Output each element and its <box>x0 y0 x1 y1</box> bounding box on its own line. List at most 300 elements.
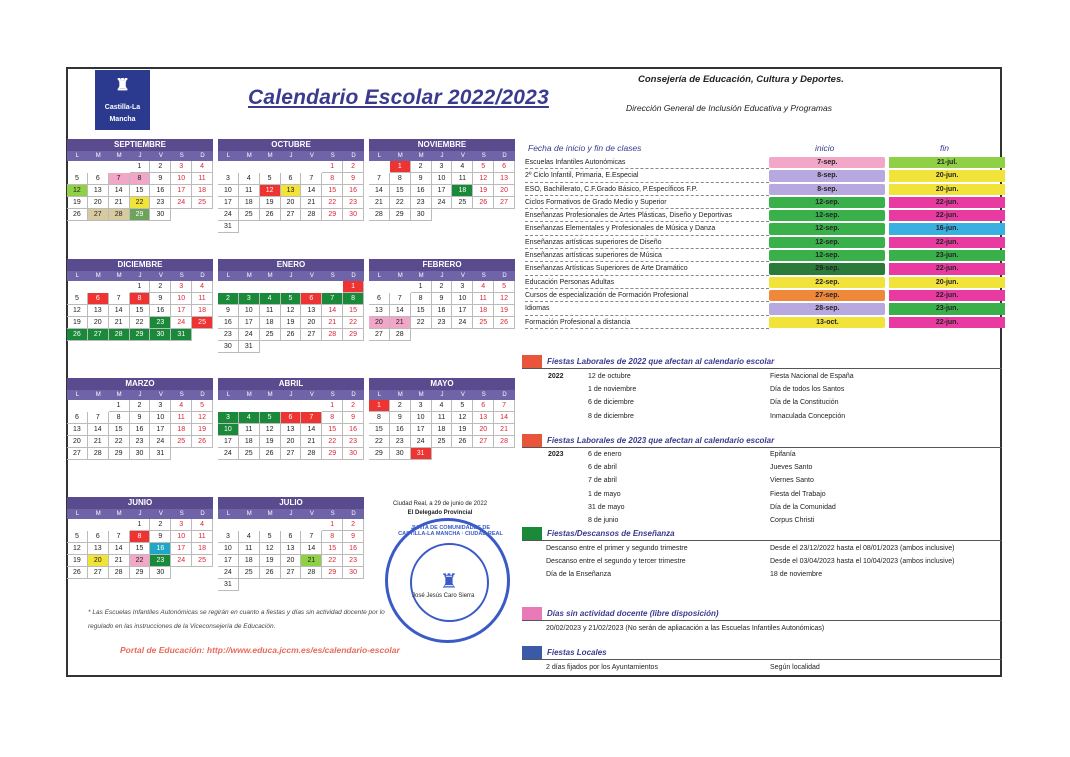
day-cell: 9 <box>150 173 171 185</box>
weekday-label: D <box>351 153 356 159</box>
day-cell: 17 <box>218 197 239 209</box>
day-cell: 17 <box>218 436 239 448</box>
course-name: Formación Profesional a distancia <box>525 316 769 329</box>
weekday-label: L <box>75 511 80 517</box>
course-start: 12-sep. <box>769 210 885 221</box>
day-cell: 21 <box>301 555 322 567</box>
day-cell: 5 <box>260 412 281 424</box>
empty-cell <box>109 281 130 293</box>
day-cell: 16 <box>150 305 171 317</box>
day-cell: 6 <box>473 400 494 412</box>
day-cell: 11 <box>239 424 260 436</box>
weekday-label: S <box>330 392 335 398</box>
empty-cell <box>260 281 281 293</box>
fiestas-2022-section <box>522 355 1002 369</box>
holiday-name: Epifanía <box>770 451 796 458</box>
weekday-label: M <box>267 273 273 279</box>
weekday-label: M <box>397 153 403 159</box>
day-cell: 19 <box>67 317 88 329</box>
weekday-label: D <box>200 273 205 279</box>
day-cell: 20 <box>473 424 494 436</box>
month-name: OCTUBRE <box>218 139 364 151</box>
course-row <box>525 196 1005 209</box>
course-row <box>525 183 1005 196</box>
day-cell: 1 <box>322 519 343 531</box>
day-cell: 25 <box>171 436 192 448</box>
day-cell: 7 <box>494 400 515 412</box>
day-cell: 10 <box>218 424 239 436</box>
course-start: 8-sep. <box>769 184 885 195</box>
day-cell: 23 <box>150 317 171 329</box>
course-row <box>525 209 1005 222</box>
day-cell: 22 <box>369 436 390 448</box>
day-cell: 11 <box>192 531 213 543</box>
day-cell: 15 <box>109 424 130 436</box>
day-cell: 13 <box>88 305 109 317</box>
month-name: NOVIEMBRE <box>369 139 515 151</box>
day-cell: 25 <box>239 448 260 460</box>
weekday-label: M <box>116 392 122 398</box>
day-cell: 27 <box>67 448 88 460</box>
day-cell: 17 <box>171 305 192 317</box>
month-marzo <box>67 378 213 460</box>
day-cell: 4 <box>239 531 260 543</box>
course-end: 20-jun. <box>889 170 1005 181</box>
day-cell: 5 <box>260 173 281 185</box>
course-start: 12-sep. <box>769 237 885 248</box>
empty-cell <box>301 400 322 412</box>
day-cell: 14 <box>301 543 322 555</box>
course-row <box>525 316 1005 329</box>
day-cell: 5 <box>192 400 213 412</box>
day-cell: 27 <box>88 329 109 341</box>
empty-cell <box>218 400 239 412</box>
day-cell: 24 <box>218 448 239 460</box>
course-start: 13-oct. <box>769 317 885 328</box>
day-cell: 17 <box>452 305 473 317</box>
day-cell: 30 <box>218 341 239 353</box>
day-cell: 29 <box>343 329 364 341</box>
weekday-label: D <box>502 153 507 159</box>
holiday-date: 7 de abril <box>588 477 617 485</box>
day-cell: 17 <box>150 424 171 436</box>
day-cell: 17 <box>239 317 260 329</box>
empty-cell <box>260 161 281 173</box>
day-cell: 6 <box>281 531 302 543</box>
holiday-date: 8 de diciembre <box>588 412 634 420</box>
holiday-date: 6 de diciembre <box>588 399 634 407</box>
day-cell: 3 <box>171 519 192 531</box>
month-name: MARZO <box>67 378 213 390</box>
day-cell: 29 <box>130 567 151 579</box>
day-cell: 3 <box>150 400 171 412</box>
weekday-label: M <box>95 511 101 517</box>
day-cell: 31 <box>150 448 171 460</box>
course-name: Escuelas Infantiles Autonómicas <box>525 156 769 169</box>
weekday-label: S <box>179 153 184 159</box>
day-cell: 13 <box>88 543 109 555</box>
day-cell: 13 <box>301 305 322 317</box>
day-cell: 19 <box>494 305 515 317</box>
day-cell: 9 <box>150 531 171 543</box>
day-cell: 6 <box>494 161 515 173</box>
holiday-name: Día de la Constitución <box>770 399 839 407</box>
month-name: JULIO <box>218 497 364 509</box>
weekday-label: J <box>138 392 142 398</box>
day-cell: 20 <box>281 197 302 209</box>
weekday-label: D <box>200 392 205 398</box>
day-cell: 21 <box>390 317 411 329</box>
day-cell: 18 <box>452 185 473 197</box>
day-cell: 22 <box>390 197 411 209</box>
day-cell: 27 <box>88 567 109 579</box>
day-cell: 8 <box>130 293 151 305</box>
weekday-label: V <box>460 153 465 159</box>
day-cell: 14 <box>369 185 390 197</box>
holiday-name: Corpus Christi <box>770 517 815 524</box>
day-cell: 1 <box>390 161 411 173</box>
courses-column-title: Fecha de inicio y fin de clases <box>528 143 642 153</box>
day-cell: 7 <box>322 293 343 305</box>
course-name: Enseñanzas Artísticas Superiores de Arte Dramático <box>525 262 769 275</box>
day-cell: 11 <box>260 305 281 317</box>
day-cell: 1 <box>322 400 343 412</box>
day-cell: 11 <box>452 173 473 185</box>
day-cell: 14 <box>322 305 343 317</box>
day-cell: 19 <box>67 555 88 567</box>
day-cell: 28 <box>322 329 343 341</box>
day-cell: 1 <box>130 161 151 173</box>
course-start: 12-sep. <box>769 197 885 208</box>
day-cell: 6 <box>88 531 109 543</box>
weekday-label: L <box>75 273 80 279</box>
day-cell: 7 <box>88 412 109 424</box>
day-cell: 7 <box>301 173 322 185</box>
sign-place: Ciudad Real, a 29 de junio de 2022 <box>392 501 488 507</box>
day-cell: 6 <box>281 173 302 185</box>
weekday-label: M <box>418 392 424 398</box>
empty-cell <box>239 281 260 293</box>
day-cell: 30 <box>411 209 432 221</box>
day-cell: 10 <box>171 293 192 305</box>
day-cell: 31 <box>218 221 239 233</box>
locales-value: Según localidad <box>770 664 820 671</box>
day-cell: 12 <box>67 185 88 197</box>
day-cell: 21 <box>322 317 343 329</box>
day-cell: 5 <box>452 400 473 412</box>
month-name: ENERO <box>218 259 364 271</box>
day-cell: 25 <box>473 317 494 329</box>
day-cell: 29 <box>322 448 343 460</box>
empty-cell <box>239 161 260 173</box>
day-cell: 12 <box>260 185 281 197</box>
day-cell: 13 <box>88 185 109 197</box>
month-noviembre <box>369 139 515 221</box>
empty-cell <box>301 281 322 293</box>
empty-cell <box>109 161 130 173</box>
day-cell: 5 <box>260 531 281 543</box>
empty-cell <box>67 400 88 412</box>
day-cell: 31 <box>239 341 260 353</box>
weekday-label: L <box>377 392 382 398</box>
weekday-header <box>218 151 364 161</box>
weekday-label: L <box>75 153 80 159</box>
course-row <box>525 302 1005 315</box>
day-cell: 1 <box>130 281 151 293</box>
day-cell: 20 <box>67 436 88 448</box>
day-cell: 29 <box>390 209 411 221</box>
fiestas-2023-title: Fiestas Laborales de 2023 que afectan al calendario escolar <box>547 436 775 445</box>
day-cell: 17 <box>171 543 192 555</box>
month-mayo <box>369 378 515 460</box>
day-cell: 18 <box>192 305 213 317</box>
day-cell: 1 <box>109 400 130 412</box>
day-cell: 8 <box>322 412 343 424</box>
empty-cell <box>218 519 239 531</box>
day-cell: 7 <box>301 531 322 543</box>
day-cell: 5 <box>67 173 88 185</box>
course-row <box>525 249 1005 262</box>
course-end: 22-jun. <box>889 290 1005 301</box>
day-cell: 4 <box>473 281 494 293</box>
day-cell: 7 <box>109 531 130 543</box>
portal-link[interactable]: Portal de Educación: http://www.educa.jccm.es/es/calendario-escolar <box>120 645 400 655</box>
month-julio <box>218 497 364 591</box>
course-start: 29-sep. <box>769 263 885 274</box>
day-cell: 16 <box>343 543 364 555</box>
day-cell: 18 <box>171 424 192 436</box>
day-cell: 8 <box>322 173 343 185</box>
day-cell: 19 <box>260 555 281 567</box>
day-cell: 12 <box>281 305 302 317</box>
day-cell: 18 <box>239 436 260 448</box>
day-cell: 14 <box>109 305 130 317</box>
day-cell: 3 <box>452 281 473 293</box>
day-cell: 26 <box>260 567 281 579</box>
break-value: 18 de noviembre <box>770 571 823 579</box>
day-cell: 7 <box>109 293 130 305</box>
day-cell: 5 <box>473 161 494 173</box>
fiestas-2023-section <box>522 434 1002 448</box>
empty-cell <box>67 161 88 173</box>
day-cell: 2 <box>150 161 171 173</box>
day-cell: 13 <box>281 543 302 555</box>
day-cell: 22 <box>109 436 130 448</box>
holiday-date: 31 de mayo <box>588 503 625 511</box>
day-cell: 3 <box>432 161 453 173</box>
month-name: DICIEMBRE <box>67 259 213 271</box>
empty-cell <box>390 281 411 293</box>
weekday-label: S <box>330 153 335 159</box>
weekday-header <box>369 390 515 400</box>
empty-cell <box>281 519 302 531</box>
empty-cell <box>260 519 281 531</box>
day-cell: 5 <box>281 293 302 305</box>
day-cell: 30 <box>343 567 364 579</box>
weekday-label: J <box>289 273 293 279</box>
weekday-header <box>67 509 213 519</box>
weekday-label: L <box>75 392 80 398</box>
month-name: JUNIO <box>67 497 213 509</box>
day-cell: 29 <box>130 329 151 341</box>
month-name: MAYO <box>369 378 515 390</box>
day-cell: 8 <box>130 531 151 543</box>
day-cell: 22 <box>130 555 151 567</box>
holiday-name: Día de todos los Santos <box>770 386 845 394</box>
weekday-label: D <box>351 511 356 517</box>
course-end: 20-jun. <box>889 184 1005 195</box>
holiday-date: 8 de junio <box>588 517 619 524</box>
empty-cell <box>239 400 260 412</box>
day-cell: 9 <box>343 531 364 543</box>
day-cell: 3 <box>218 412 239 424</box>
day-cell: 11 <box>473 293 494 305</box>
day-cell: 24 <box>218 209 239 221</box>
day-cell: 15 <box>130 185 151 197</box>
day-cell: 26 <box>67 567 88 579</box>
day-cell: 21 <box>301 436 322 448</box>
day-cell: 11 <box>239 185 260 197</box>
courses-end-header: fin <box>940 143 949 153</box>
day-cell: 27 <box>369 329 390 341</box>
day-cell: 23 <box>343 555 364 567</box>
break-value: Desde el 23/12/2022 hasta el 08/01/2023 (ambos inclusive) <box>770 545 955 552</box>
day-cell: 25 <box>452 197 473 209</box>
day-cell: 11 <box>192 173 213 185</box>
month-enero <box>218 259 364 353</box>
holiday-name: Jueves Santo <box>770 464 813 472</box>
day-cell: 30 <box>150 567 171 579</box>
holiday-date: 1 de noviembre <box>588 386 637 394</box>
day-cell: 16 <box>432 305 453 317</box>
day-cell: 29 <box>322 567 343 579</box>
day-cell: 2 <box>432 281 453 293</box>
day-cell: 7 <box>369 173 390 185</box>
day-cell: 10 <box>218 543 239 555</box>
course-start: 8-sep. <box>769 170 885 181</box>
descansos-title: Fiestas/Descansos de Enseñanza <box>547 529 675 538</box>
break-label: Día de la Enseñanza <box>546 571 611 579</box>
day-cell: 15 <box>130 543 151 555</box>
day-cell: 25 <box>192 317 213 329</box>
day-cell: 23 <box>432 317 453 329</box>
day-cell: 22 <box>411 317 432 329</box>
day-cell: 13 <box>67 424 88 436</box>
day-cell: 28 <box>301 209 322 221</box>
day-cell: 18 <box>239 197 260 209</box>
day-cell: 12 <box>494 293 515 305</box>
day-cell: 21 <box>494 424 515 436</box>
course-start: 28-sep. <box>769 303 885 314</box>
day-cell: 16 <box>130 424 151 436</box>
day-cell: 22 <box>322 436 343 448</box>
course-name: Educación Personas Adultas <box>525 276 769 289</box>
day-cell: 26 <box>192 436 213 448</box>
day-cell: 16 <box>218 317 239 329</box>
fiestas-2023-swatch <box>522 434 542 447</box>
day-cell: 23 <box>130 436 151 448</box>
course-name: Enseñanzas artísticas superiores de Diseño <box>525 236 769 249</box>
day-cell: 10 <box>452 293 473 305</box>
day-cell: 22 <box>322 197 343 209</box>
day-cell: 16 <box>343 185 364 197</box>
weekday-label: L <box>377 273 382 279</box>
direction-name: Dirección General de Inclusión Educativa y Programas <box>626 103 832 113</box>
weekday-label: M <box>95 153 101 159</box>
weekday-label: M <box>418 273 424 279</box>
empty-cell <box>218 281 239 293</box>
holiday-date: 1 de mayo <box>588 490 621 498</box>
day-cell: 2 <box>343 400 364 412</box>
day-cell: 7 <box>109 173 130 185</box>
course-row <box>525 222 1005 235</box>
weekday-header <box>67 390 213 400</box>
weekday-label: V <box>309 273 314 279</box>
day-cell: 6 <box>88 293 109 305</box>
day-cell: 19 <box>260 436 281 448</box>
day-cell: 14 <box>390 305 411 317</box>
day-cell: 9 <box>150 293 171 305</box>
weekday-label: S <box>481 392 486 398</box>
weekday-label: M <box>116 273 122 279</box>
day-cell: 12 <box>260 543 281 555</box>
day-cell: 11 <box>432 412 453 424</box>
weekday-label: V <box>309 153 314 159</box>
libre-swatch <box>522 607 542 620</box>
courses-start-header: inicio <box>815 143 835 153</box>
day-cell: 21 <box>109 555 130 567</box>
day-cell: 28 <box>109 329 130 341</box>
empty-cell <box>322 281 343 293</box>
day-cell: 8 <box>343 293 364 305</box>
holiday-name: Viernes Santo <box>770 477 814 485</box>
locales-swatch <box>522 646 542 659</box>
day-cell: 21 <box>301 197 322 209</box>
day-cell: 15 <box>322 424 343 436</box>
locales-title: Fiestas Locales <box>547 648 607 657</box>
day-cell: 28 <box>390 329 411 341</box>
day-cell: 17 <box>171 185 192 197</box>
day-cell: 17 <box>218 555 239 567</box>
empty-cell <box>67 519 88 531</box>
weekday-label: L <box>226 273 231 279</box>
day-cell: 12 <box>452 412 473 424</box>
day-cell: 18 <box>432 424 453 436</box>
day-cell: 17 <box>432 185 453 197</box>
weekday-label: M <box>246 511 252 517</box>
day-cell: 4 <box>192 161 213 173</box>
day-cell: 22 <box>322 555 343 567</box>
empty-cell <box>281 281 302 293</box>
empty-cell <box>369 161 390 173</box>
course-name: Enseñanzas artísticas superiores de Música <box>525 249 769 262</box>
weekday-label: L <box>226 392 231 398</box>
day-cell: 8 <box>369 412 390 424</box>
weekday-label: D <box>502 392 507 398</box>
empty-cell <box>109 519 130 531</box>
year-2022-label: 2022 <box>548 373 564 380</box>
day-cell: 30 <box>150 329 171 341</box>
day-cell: 16 <box>411 185 432 197</box>
day-cell: 6 <box>281 412 302 424</box>
day-cell: 9 <box>432 293 453 305</box>
day-cell: 23 <box>150 555 171 567</box>
locales-section <box>522 646 1002 660</box>
footnote: * Las Escuelas Infantiles Autonómicas se regirán en cuanto a fiestas y días sin actividad docente por lo regulado en las instrucciones de la Viceconsejería de Educación. <box>88 609 385 630</box>
course-end: 22-jun. <box>889 317 1005 328</box>
day-cell: 3 <box>171 161 192 173</box>
day-cell: 26 <box>452 436 473 448</box>
